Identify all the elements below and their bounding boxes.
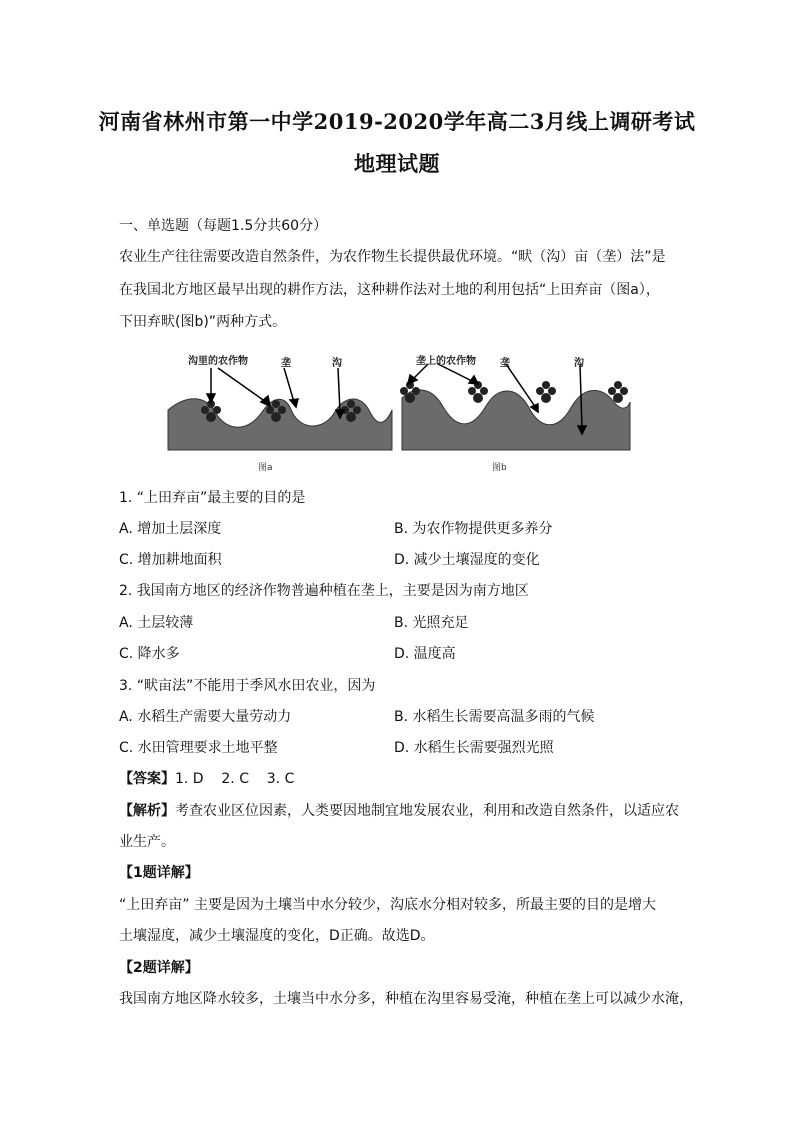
analysis-text-1: 考查农业区位因素，人类要因地制宜地发展农业，利用和改造自然条件，以适应农 bbox=[175, 803, 679, 819]
intro-line-1: 农业生产往往需要改造自然条件，为农作物生长提供最优环境。“畎（沟）亩（垄）法”是 bbox=[119, 249, 666, 265]
detail-1-heading: 【1题详解】 bbox=[119, 865, 199, 881]
detail-2-heading: 【2题详解】 bbox=[119, 960, 199, 976]
label-b-furrow: 沟 bbox=[574, 358, 584, 369]
label-a-crops-in-furrow: 沟里的农作物 bbox=[188, 356, 248, 367]
detail-1-line-2: 土壤湿度，减少土壤湿度的变化，D正确。故选D。 bbox=[119, 928, 435, 944]
question-3-option-d: D. 水稻生长需要强烈光照 bbox=[394, 740, 554, 756]
farming-diagram bbox=[166, 350, 632, 475]
caption-b: 图b bbox=[492, 463, 507, 473]
analysis-line-1 bbox=[119, 801, 679, 821]
panel-a bbox=[168, 368, 392, 450]
answer-text: 1. D 2. C 3. C bbox=[175, 771, 295, 787]
label-a-furrow: 沟 bbox=[332, 358, 342, 369]
question-2-option-c: C. 降水多 bbox=[119, 646, 180, 662]
question-2-stem: 2. 我国南方地区的经济作物普遍种植在垄上，主要是因为南方地区 bbox=[119, 583, 529, 599]
caption-a: 图a bbox=[258, 463, 273, 473]
panel-b bbox=[400, 364, 630, 450]
analysis-tag: 【解析】 bbox=[119, 803, 175, 819]
page-subtitle: 地理试题 bbox=[354, 151, 440, 176]
section-heading: 一、单选题（每题1.5分共60分） bbox=[119, 218, 328, 234]
detail-1-line-1: “上田弃亩” 主要是因为土壤当中水分较少，沟底水分相对较多，所最主要的目的是增大 bbox=[119, 897, 656, 913]
diagram-svg bbox=[166, 350, 632, 475]
label-b-crops-on-ridge: 垄上的农作物 bbox=[416, 356, 476, 367]
question-1-option-d: D. 减少土壤湿度的变化 bbox=[394, 552, 540, 568]
question-1-option-b: B. 为农作物提供更多养分 bbox=[394, 521, 553, 537]
question-1-option-c: C. 增加耕地面积 bbox=[119, 552, 222, 568]
question-2-option-d: D. 温度高 bbox=[394, 646, 456, 662]
question-2-option-a: A. 土层较薄 bbox=[119, 615, 194, 631]
answer-tag: 【答案】 bbox=[119, 771, 175, 787]
analysis-line-2: 业生产。 bbox=[119, 834, 175, 850]
question-3-option-c: C. 水田管理要求土地平整 bbox=[119, 740, 278, 756]
question-3-stem: 3. “畎亩法”不能用于季风水田农业，因为 bbox=[119, 678, 376, 694]
intro-line-2: 在我国北方地区最早出现的耕作方法，这种耕作法对土地的利用包括“上田弃亩（图a）， bbox=[119, 282, 660, 298]
question-1-stem: 1. “上田弃亩”最主要的目的是 bbox=[119, 490, 306, 506]
label-a-ridge: 垄 bbox=[281, 358, 291, 369]
page-title: 河南省林州市第一中学2019-2020学年高二3月线上调研考试 bbox=[98, 109, 696, 134]
detail-2-line-1: 我国南方地区降水较多，土壤当中水分多，种植在沟里容易受淹，种植在垄上可以减少水淹， bbox=[119, 991, 693, 1007]
intro-line-3: 下田弃畎(图b)”两种方式。 bbox=[119, 314, 287, 330]
question-3-option-b: B. 水稻生长需要高温多雨的气候 bbox=[394, 709, 595, 725]
label-b-ridge: 垄 bbox=[500, 358, 510, 369]
question-1-option-a: A. 增加土层深度 bbox=[119, 521, 222, 537]
question-3-option-a: A. 水稻生产需要大量劳动力 bbox=[119, 709, 292, 725]
question-2-option-b: B. 光照充足 bbox=[394, 615, 469, 631]
answer-line bbox=[119, 769, 294, 789]
